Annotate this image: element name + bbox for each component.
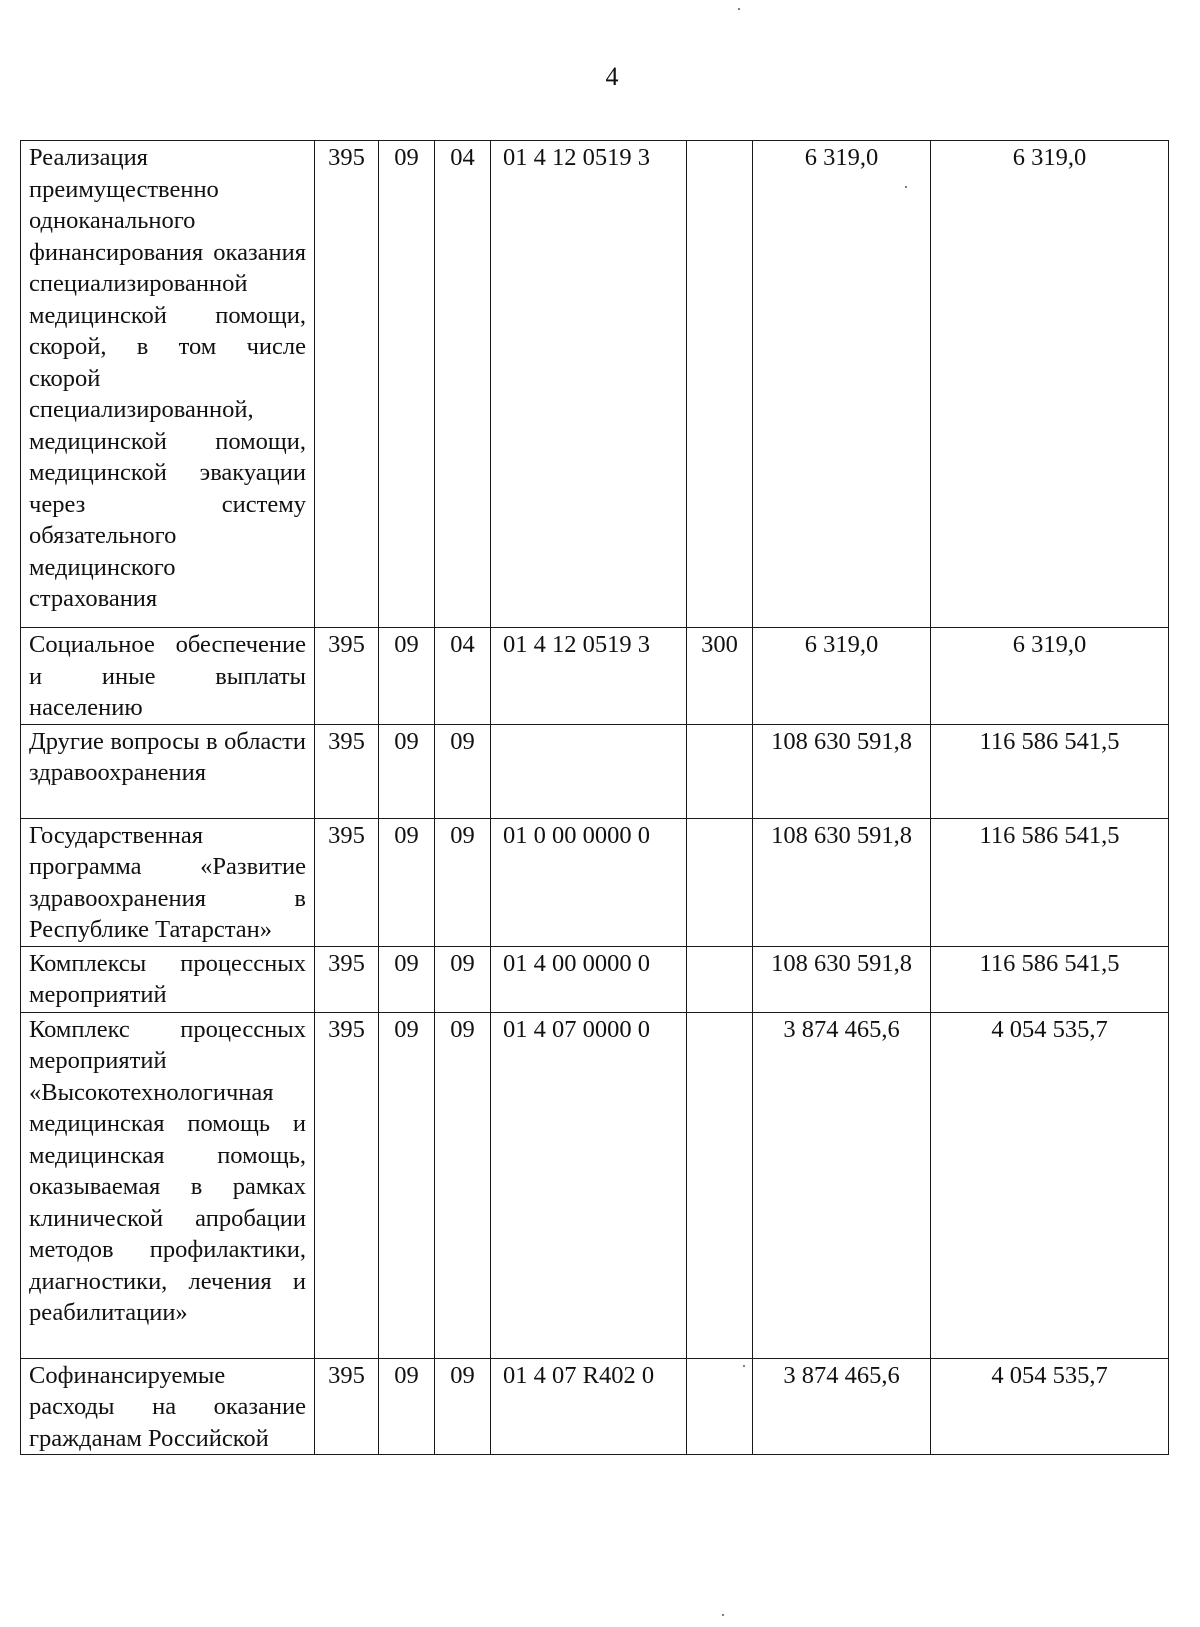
ministry-code: 395 bbox=[315, 946, 379, 1012]
ministry-code: 395 bbox=[315, 141, 379, 628]
expense-type-code bbox=[687, 1012, 753, 1358]
scan-speck bbox=[743, 1365, 745, 1367]
scan-speck bbox=[905, 186, 907, 188]
budget-table bbox=[20, 140, 1169, 1455]
amount-year1: 108 630 591,8 bbox=[753, 724, 931, 818]
amount-year1: 6 319,0 bbox=[753, 628, 931, 725]
ministry-code: 395 bbox=[315, 1358, 379, 1455]
table-row bbox=[21, 946, 1169, 1012]
subsection-code: 04 bbox=[435, 141, 491, 628]
table-row bbox=[21, 818, 1169, 946]
amount-year2: 116 586 541,5 bbox=[931, 818, 1169, 946]
table-row bbox=[21, 628, 1169, 725]
amount-year2: 6 319,0 bbox=[931, 628, 1169, 725]
target-article-code: 01 4 07 R402 0 bbox=[491, 1358, 687, 1455]
row-name: Софинансируемые расходы на оказание гражданам Российской bbox=[21, 1358, 315, 1455]
expense-type-code bbox=[687, 818, 753, 946]
subsection-code: 04 bbox=[435, 628, 491, 725]
scan-speck bbox=[722, 1614, 724, 1616]
row-name: Государственная программа «Развитие здравоохранения в Республике Татарстан» bbox=[21, 818, 315, 946]
ministry-code: 395 bbox=[315, 818, 379, 946]
ministry-code: 395 bbox=[315, 1012, 379, 1358]
amount-year2: 4 054 535,7 bbox=[931, 1012, 1169, 1358]
table-row bbox=[21, 1358, 1169, 1455]
ministry-code: 395 bbox=[315, 724, 379, 818]
row-name: Комплексы процессных мероприятий bbox=[21, 946, 315, 1012]
page-number: 4 bbox=[605, 62, 619, 91]
amount-year2: 116 586 541,5 bbox=[931, 946, 1169, 1012]
row-name: Реализация преимущественно одноканального финансирования оказания специализированной медицинской помощи, скорой, в том числе скорой специализированной, медицинской помощи, медицинской эвакуации через систему обязательного медицинского страхования bbox=[21, 141, 315, 628]
subsection-code: 09 bbox=[435, 724, 491, 818]
section-code: 09 bbox=[379, 818, 435, 946]
target-article-code: 01 4 12 0519 3 bbox=[491, 141, 687, 628]
expense-type-code bbox=[687, 1358, 753, 1455]
expense-type-code bbox=[687, 946, 753, 1012]
row-name: Социальное обеспечение и иные выплаты населению bbox=[21, 628, 315, 725]
section-code: 09 bbox=[379, 946, 435, 1012]
expense-type-code: 300 bbox=[687, 628, 753, 725]
section-code: 09 bbox=[379, 628, 435, 725]
amount-year1: 3 874 465,6 bbox=[753, 1012, 931, 1358]
subsection-code: 09 bbox=[435, 1012, 491, 1358]
amount-year1: 108 630 591,8 bbox=[753, 818, 931, 946]
amount-year2: 116 586 541,5 bbox=[931, 724, 1169, 818]
amount-year1: 3 874 465,6 bbox=[753, 1358, 931, 1455]
amount-year2: 4 054 535,7 bbox=[931, 1358, 1169, 1455]
table-row bbox=[21, 141, 1169, 628]
target-article-code: 01 4 00 0000 0 bbox=[491, 946, 687, 1012]
target-article-code: 01 4 07 0000 0 bbox=[491, 1012, 687, 1358]
target-article-code bbox=[491, 724, 687, 818]
section-code: 09 bbox=[379, 141, 435, 628]
section-code: 09 bbox=[379, 724, 435, 818]
target-article-code: 01 0 00 0000 0 bbox=[491, 818, 687, 946]
amount-year2: 6 319,0 bbox=[931, 141, 1169, 628]
amount-year1: 6 319,0 bbox=[753, 141, 931, 628]
subsection-code: 09 bbox=[435, 818, 491, 946]
section-code: 09 bbox=[379, 1358, 435, 1455]
row-name: Другие вопросы в области здравоохранения bbox=[21, 724, 315, 818]
row-name: Комплекс процессных мероприятий «Высокотехнологичная медицинская помощь и медицинская помощь, оказываемая в рамках клинической апробации методов профилактики, диагностики, лечения и реабилитации» bbox=[21, 1012, 315, 1358]
section-code: 09 bbox=[379, 1012, 435, 1358]
expense-type-code bbox=[687, 724, 753, 818]
amount-year1: 108 630 591,8 bbox=[753, 946, 931, 1012]
ministry-code: 395 bbox=[315, 628, 379, 725]
scan-speck bbox=[738, 8, 740, 10]
expense-type-code bbox=[687, 141, 753, 628]
table-row bbox=[21, 1012, 1169, 1358]
target-article-code: 01 4 12 0519 3 bbox=[491, 628, 687, 725]
subsection-code: 09 bbox=[435, 946, 491, 1012]
table-row bbox=[21, 724, 1169, 818]
subsection-code: 09 bbox=[435, 1358, 491, 1455]
